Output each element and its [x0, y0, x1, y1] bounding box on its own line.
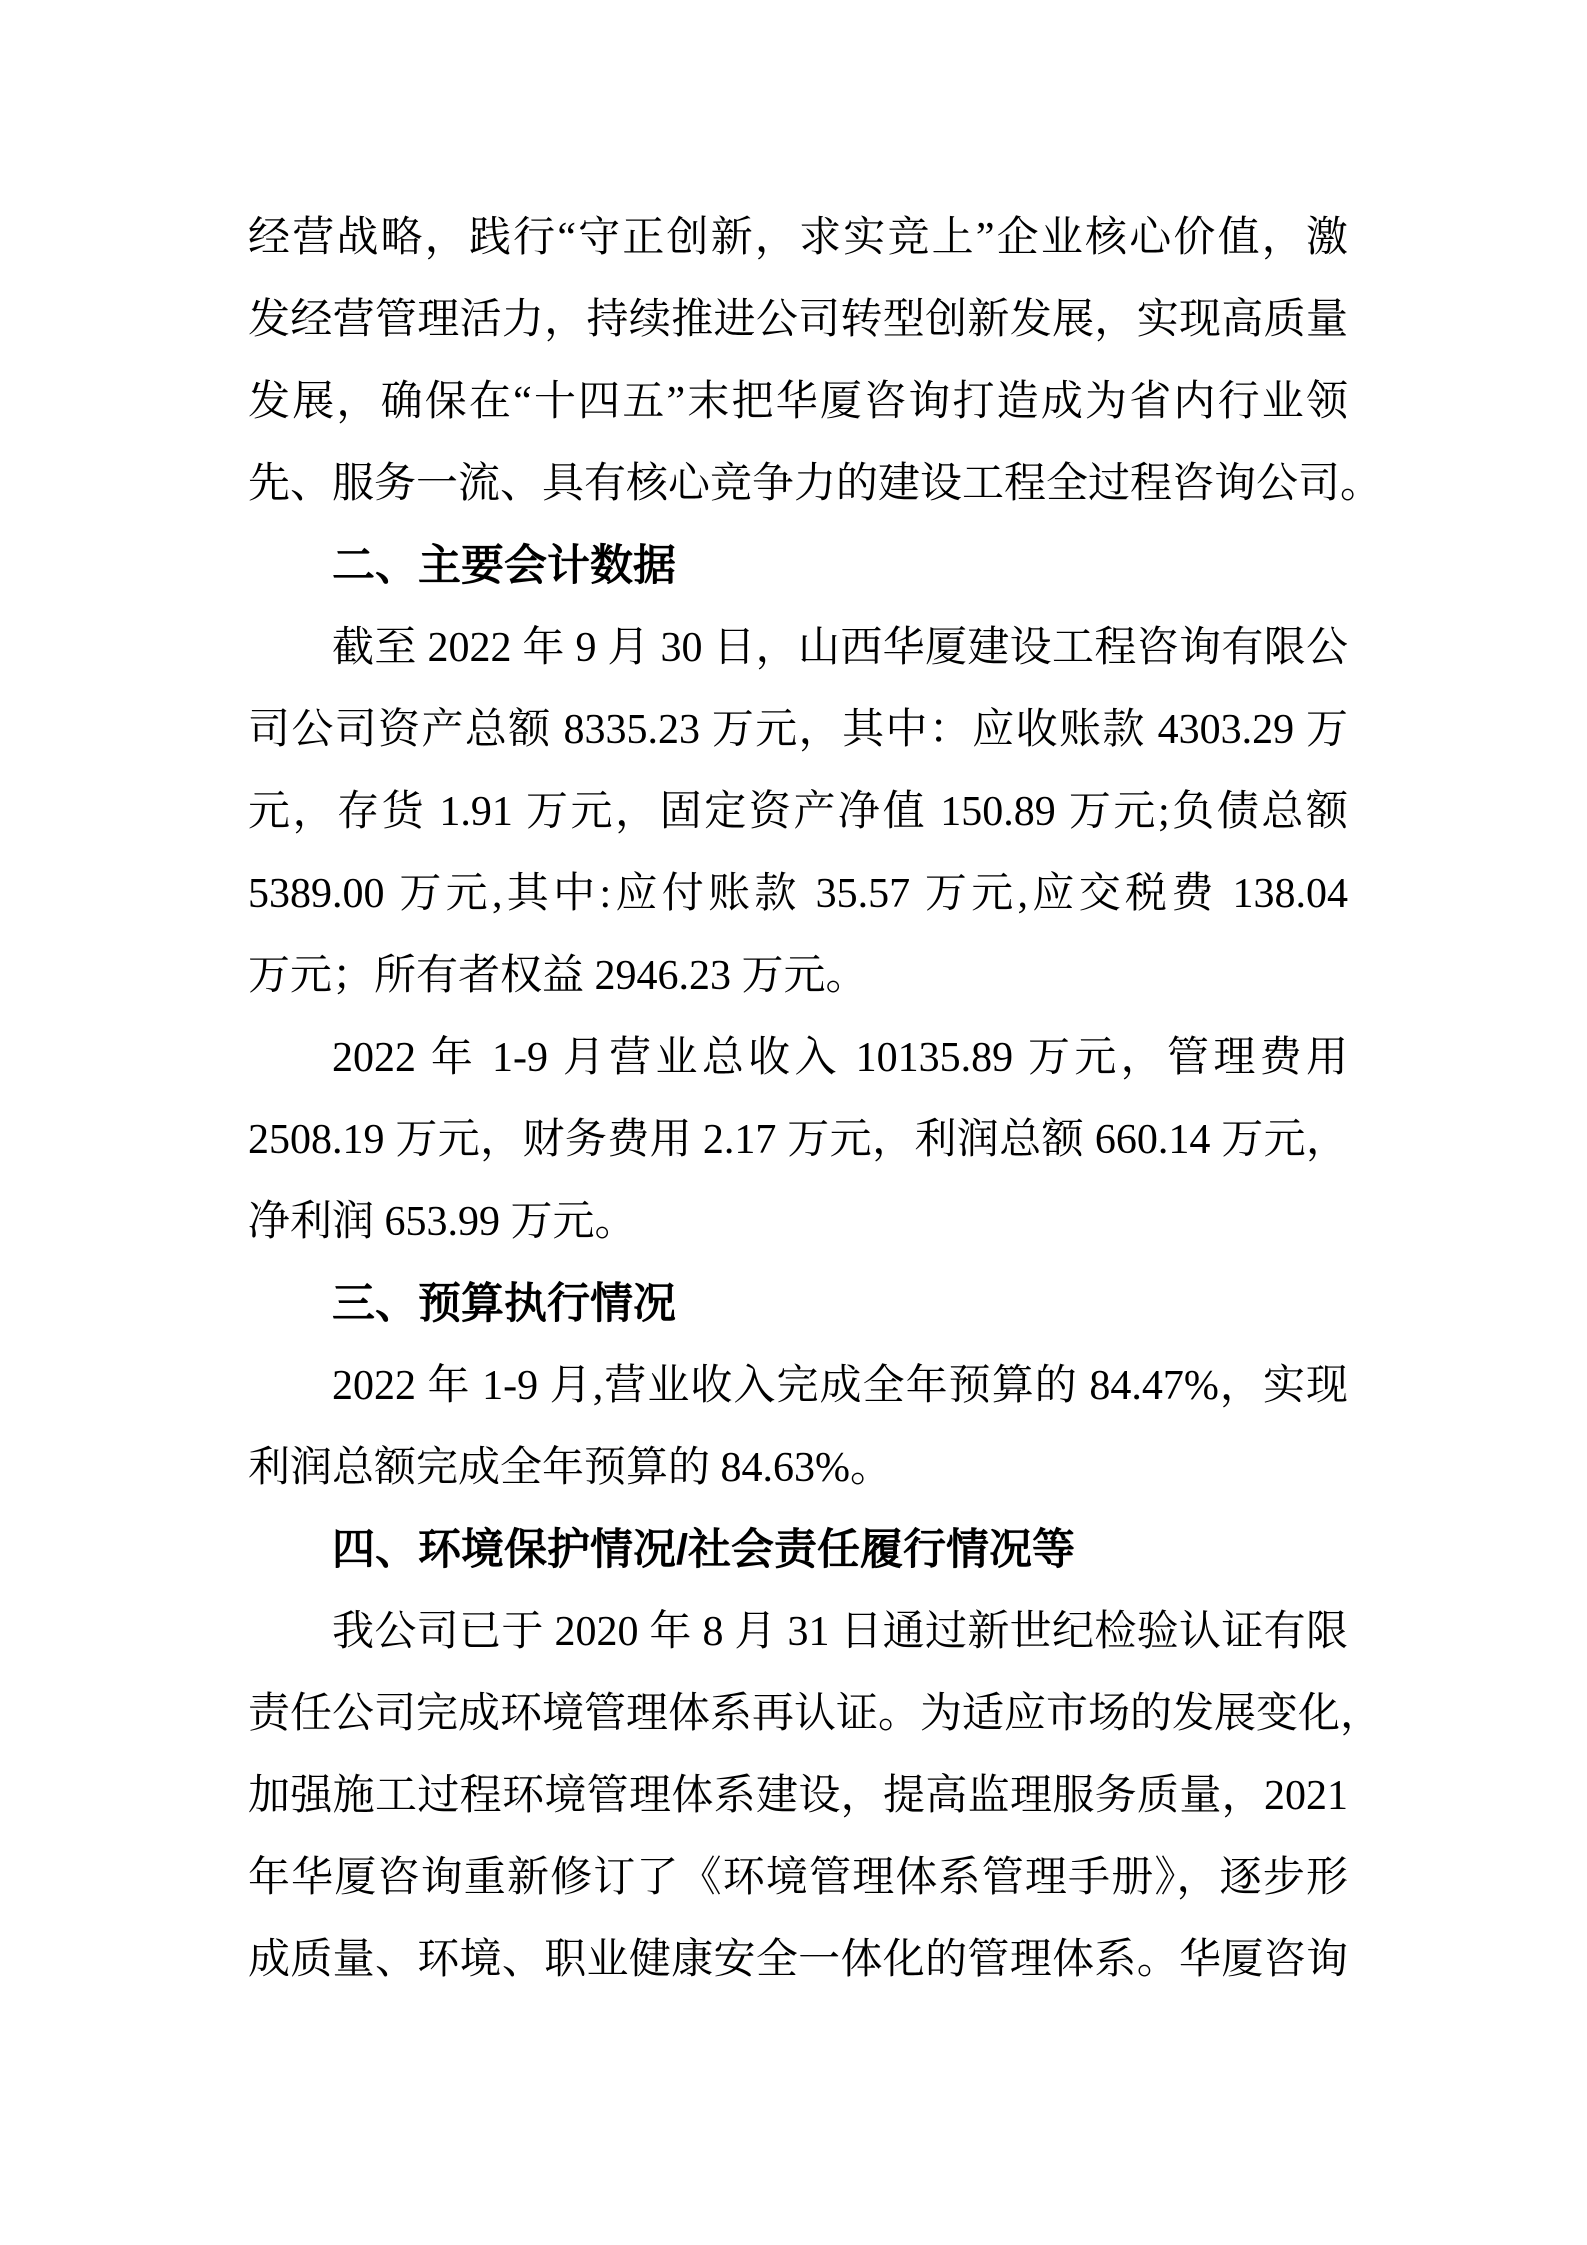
text-line: 责任公司完成环境管理体系再认证。为适应市场的发展变化，: [248, 1691, 1383, 1737]
text-line: 司公司资产总额 8335.23 万元，其中：应收账款 4303.29 万: [248, 707, 1348, 753]
text-line: 2022 年 1-9 月,营业收入完成全年预算的 84.47%，实现: [332, 1363, 1348, 1409]
text-line: 先、服务一流、具有核心竞争力的建设工程全过程咨询公司。: [248, 461, 1383, 507]
text-block: [248, 197, 1383, 2001]
text-line: 经营战略，践行“守正创新，求实竞上”企业核心价值，激: [248, 215, 1348, 261]
section-heading-accounting-data: 二、主要会计数据: [332, 542, 676, 590]
text-line: 发展，确保在“十四五”末把华厦咨询打造成为省内行业领: [248, 379, 1348, 425]
text-line: 元，存货 1.91 万元，固定资产净值 150.89 万元;负债总额: [248, 789, 1348, 835]
section-heading-environment-social: 四、环境保护情况/社会责任履行情况等: [332, 1526, 1075, 1574]
text-line: 发经营管理活力，持续推进公司转型创新发展，实现高质量: [248, 297, 1348, 343]
text-line: 利润总额完成全年预算的 84.63%。: [248, 1445, 892, 1491]
text-line: 我公司已于 2020 年 8 月 31 日通过新世纪检验认证有限: [332, 1609, 1348, 1655]
text-line: 万元；所有者权益 2946.23 万元。: [248, 953, 868, 999]
text-line: 净利润 653.99 万元。: [248, 1199, 637, 1245]
text-line: 5389.00 万元,其中:应付账款 35.57 万元,应交税费 138.04: [248, 871, 1348, 917]
text-line: 成质量、环境、职业健康安全一体化的管理体系。华厦咨询: [248, 1937, 1348, 1983]
text-line: 2022 年 1-9 月营业总收入 10135.89 万元，管理费用: [332, 1035, 1348, 1081]
text-line: 年华厦咨询重新修订了《环境管理体系管理手册》，逐步形: [248, 1855, 1348, 1901]
section-heading-budget-execution: 三、预算执行情况: [332, 1280, 676, 1328]
text-line: 加强施工过程环境管理体系建设，提高监理服务质量，2021: [248, 1773, 1348, 1819]
text-line: 2508.19 万元，财务费用 2.17 万元，利润总额 660.14 万元，: [248, 1117, 1348, 1163]
text-line: 截至 2022 年 9 月 30 日，山西华厦建设工程咨询有限公: [332, 625, 1348, 671]
